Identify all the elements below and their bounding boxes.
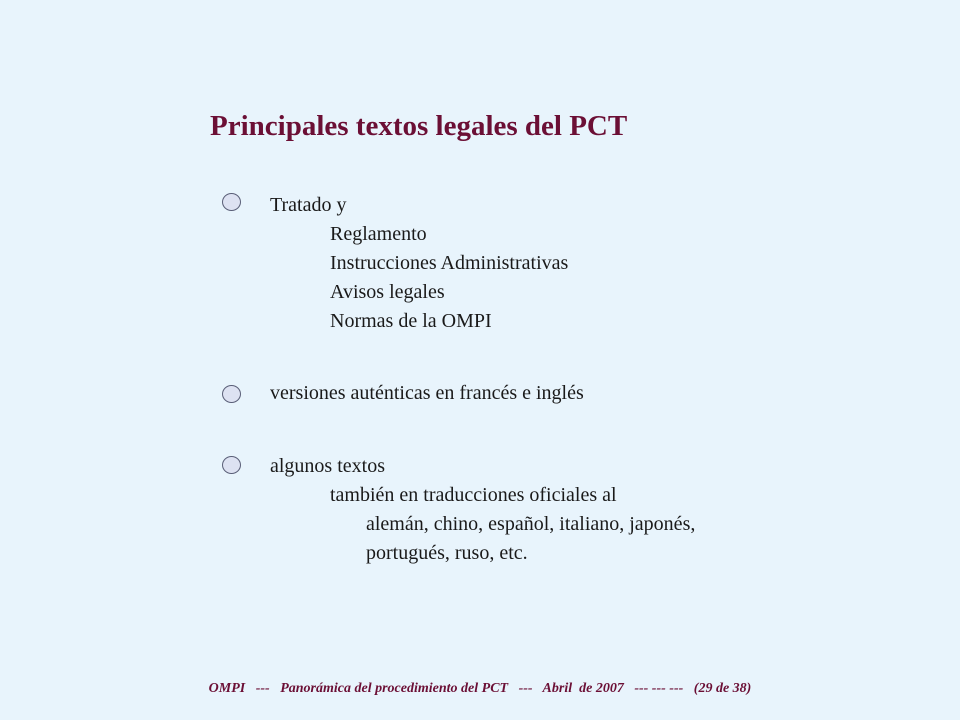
section-1-item-avisos: Avisos legales bbox=[330, 281, 445, 303]
section-1-item-reglamento: Reglamento bbox=[330, 223, 427, 245]
section-3-item-traducciones: también en traducciones oficiales al bbox=[330, 484, 617, 506]
section-3-languages-line-1: alemán, chino, español, italiano, japonés, bbox=[366, 513, 696, 535]
section-1-item-normas: Normas de la OMPI bbox=[330, 310, 492, 332]
section-3-lead: algunos textos bbox=[270, 455, 385, 477]
bullet-circle-icon bbox=[222, 193, 241, 211]
bullet-circle-icon bbox=[222, 385, 241, 403]
section-3-languages-line-2: portugués, ruso, etc. bbox=[366, 542, 528, 564]
bullet-circle-icon bbox=[222, 456, 241, 474]
slide-footer: OMPI --- Panorámica del procedimiento del PCT --- Abril de 2007 --- --- --- (29 de 38) bbox=[208, 681, 752, 696]
section-2-lead: versiones auténticas en francés e inglés bbox=[270, 382, 584, 404]
slide-title: Principales textos legales del PCT bbox=[210, 110, 628, 142]
section-1-lead: Tratado y bbox=[270, 194, 347, 216]
section-1-item-instrucciones: Instrucciones Administrativas bbox=[330, 252, 569, 274]
